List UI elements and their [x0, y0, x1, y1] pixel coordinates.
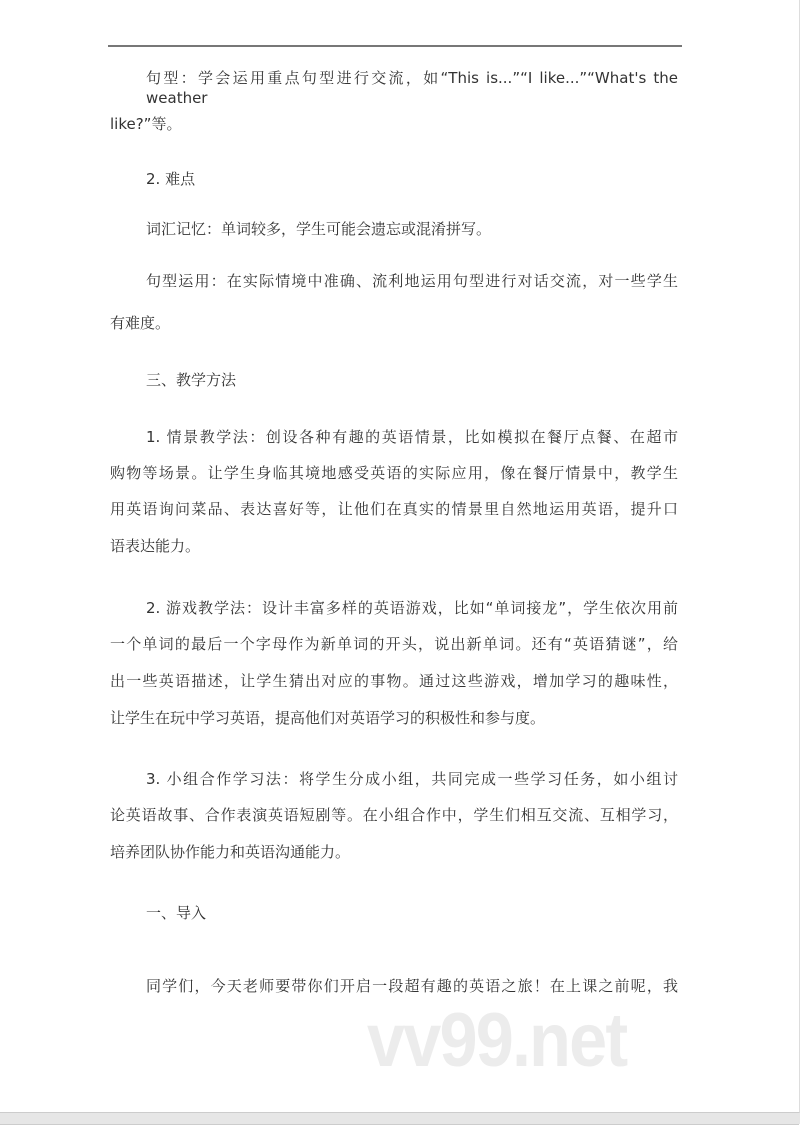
paragraph-line: 出一些英语描述，让学生猜出对应的事物。通过这些游戏，增加学习的趣味性， [110, 672, 678, 690]
section-heading: 三、教学方法 [146, 371, 237, 389]
paragraph-line: 同学们，今天老师要带你们开启一段超有趣的英语之旅！在上课之前呢，我 [146, 977, 678, 995]
paragraph-line: 培养团队协作能力和英语沟通能力。 [110, 843, 351, 861]
paragraph-line: 购物等场景。让学生身临其境地感受英语的实际应用，像在餐厅情景中，教学生 [110, 464, 678, 482]
paragraph-line: 有难度。 [110, 314, 171, 332]
paragraph-line: 用英语询问菜品、表达喜好等，让他们在真实的情景里自然地运用英语，提升口 [110, 500, 678, 518]
header-rule [108, 45, 682, 47]
paragraph-line: 一个单词的最后一个字母作为新单词的开头，说出新单词。还有“英语猜谜”，给 [110, 635, 678, 653]
section-heading: 2. 难点 [146, 170, 196, 188]
paragraph-line: 让学生在玩中学习英语，提高他们对英语学习的积极性和参与度。 [110, 709, 546, 727]
next-page [0, 1124, 799, 1138]
paragraph-line: 词汇记忆：单词较多，学生可能会遗忘或混淆拼写。 [146, 220, 492, 238]
page-gap [0, 1113, 800, 1124]
paragraph-line: like?”等。 [110, 115, 182, 133]
section-heading: 一、导入 [146, 904, 207, 922]
paragraph-line: 1. 情景教学法：创设各种有趣的英语情景，比如模拟在餐厅点餐、在超市 [146, 428, 678, 446]
paragraph-line: 3. 小组合作学习法：将学生分成小组，共同完成一些学习任务，如小组讨 [146, 770, 678, 788]
paragraph-line: 语表达能力。 [110, 537, 201, 555]
paragraph-line: 2. 游戏教学法：设计丰富多样的英语游戏，比如“单词接龙”，学生依次用前 [146, 599, 678, 617]
paragraph-line: 论英语故事、合作表演英语短剧等。在小组合作中，学生们相互交流、互相学习， [110, 806, 678, 824]
paragraph-line: 句型运用：在实际情境中准确、流利地运用句型进行对话交流，对一些学生 [146, 272, 678, 290]
watermark: vv99.net [367, 998, 627, 1083]
paragraph-line: 句型：学会运用重点句型进行交流，如“This is...”“I like...”“What's the weather [146, 69, 678, 107]
